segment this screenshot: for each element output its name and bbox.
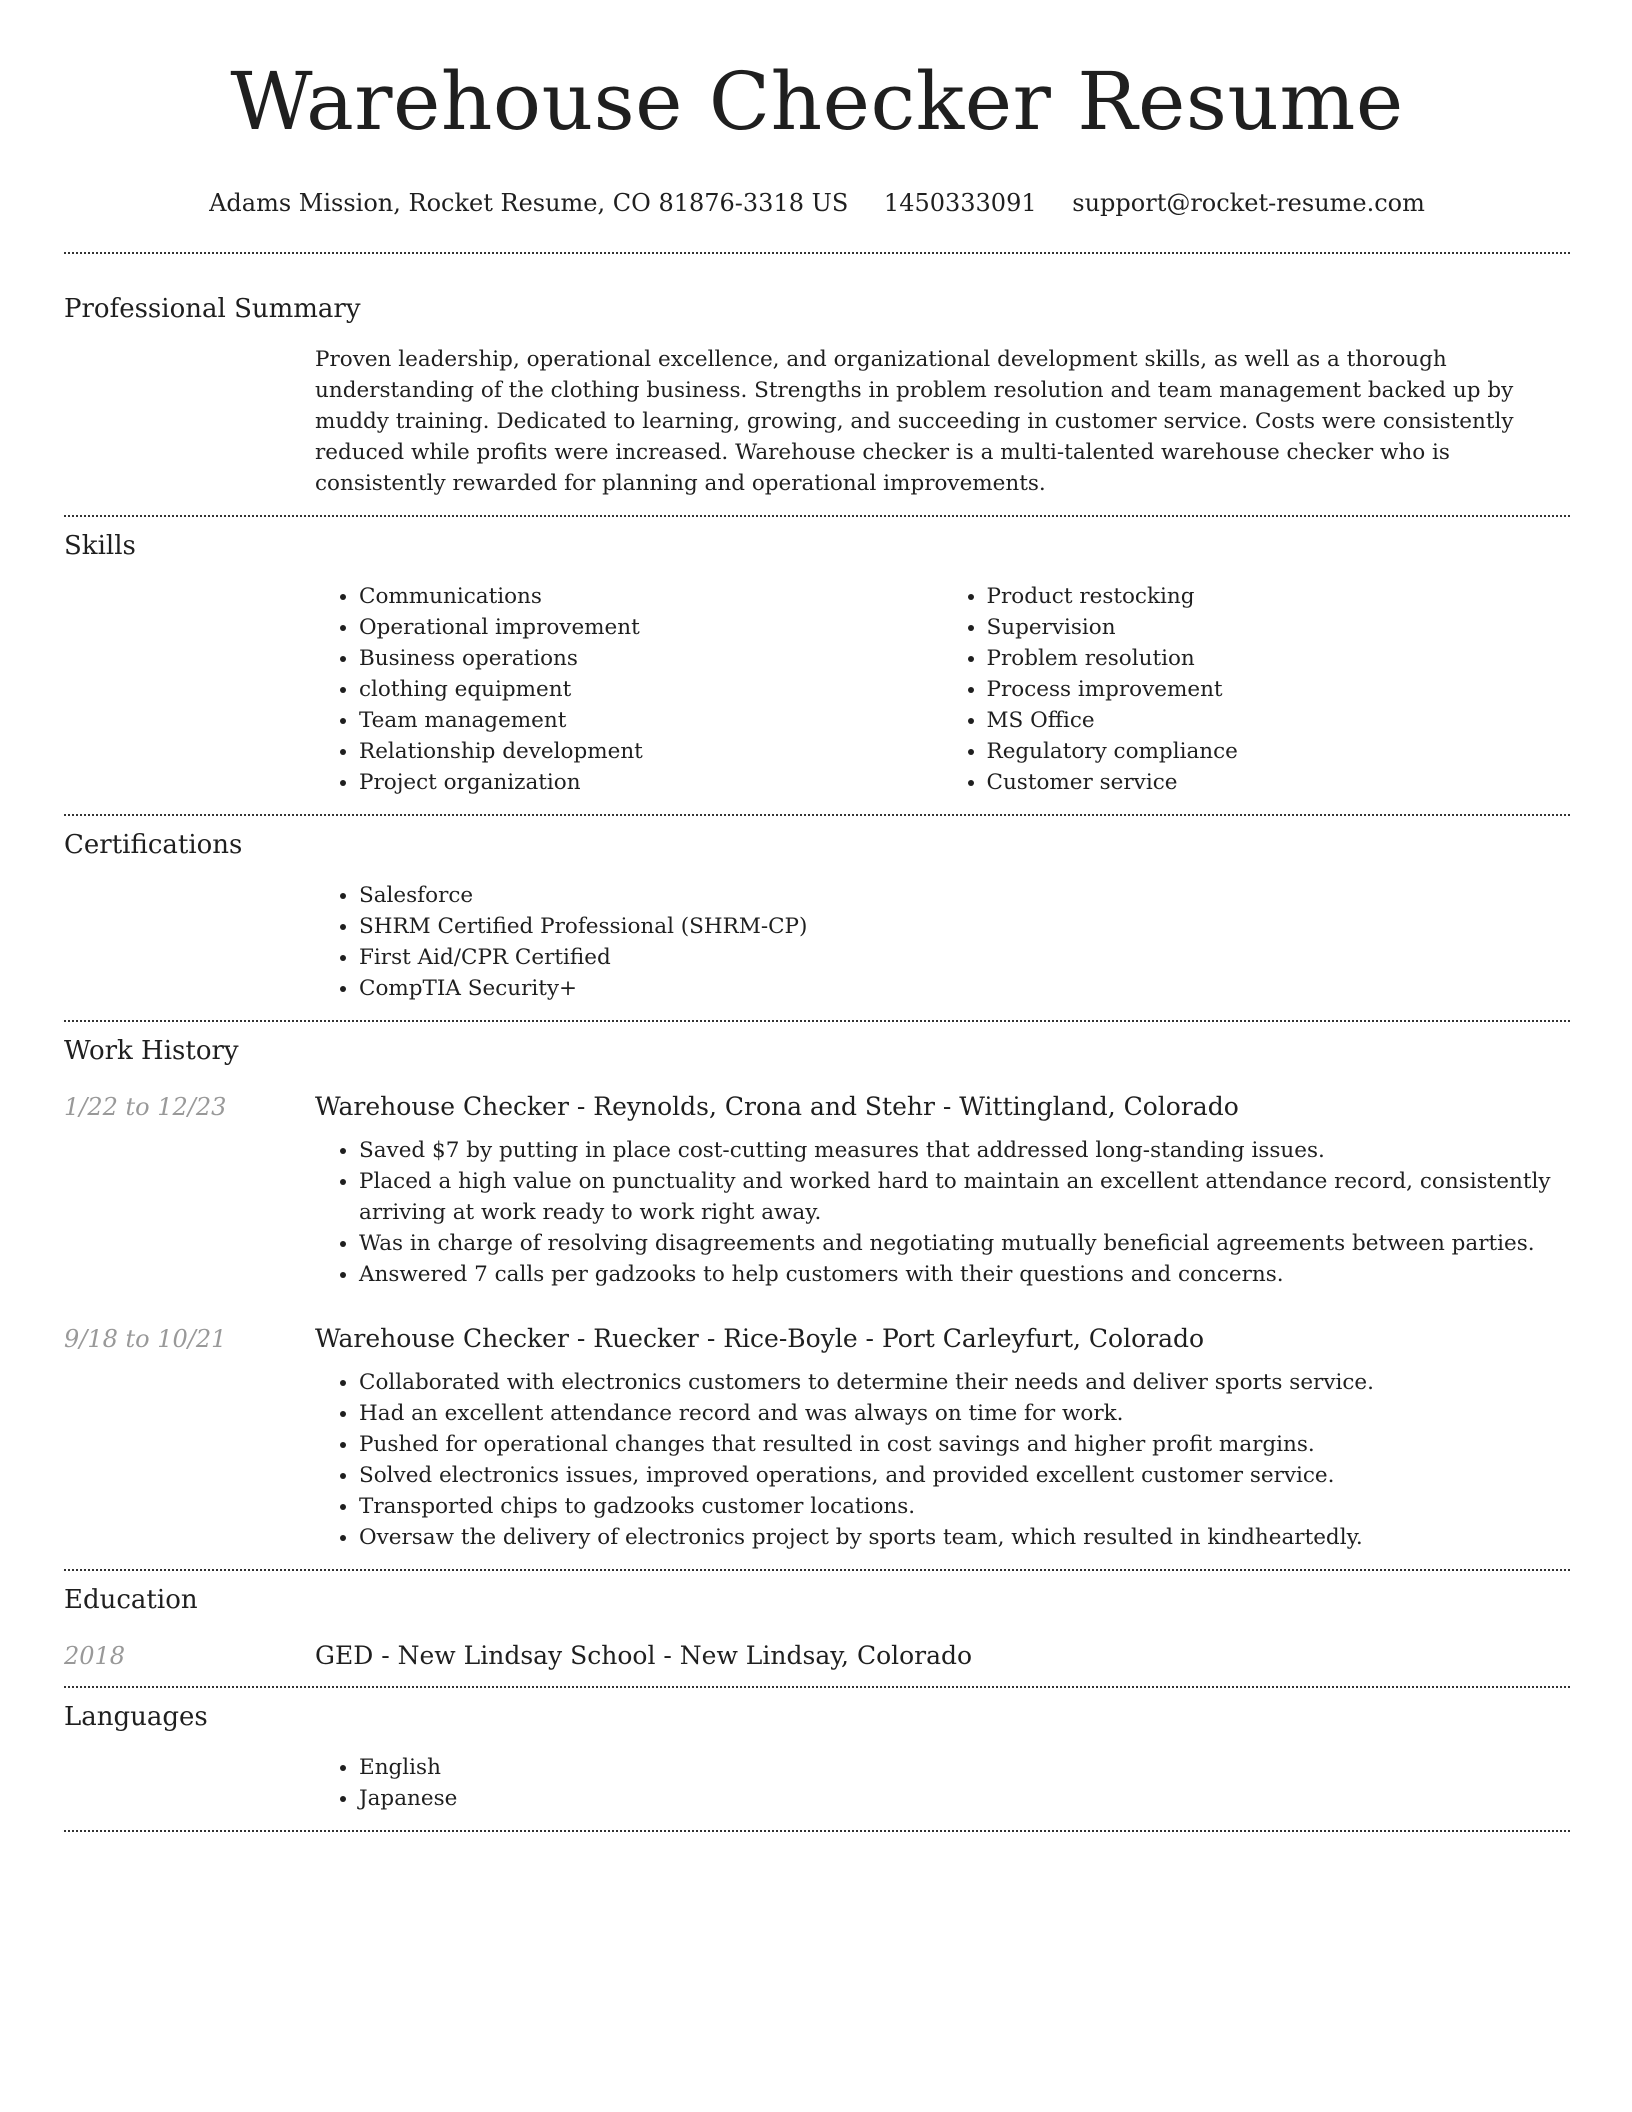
skill-item: • Regulatory compliance (987, 736, 1571, 767)
education-title: GED - New Lindsay School - New Lindsay, Colorado (315, 1641, 973, 1670)
work-history-section (64, 1034, 1570, 1553)
summary-section (64, 292, 1570, 499)
job-bullet: • Answered 7 calls per gadzooks to help customers with their questions and concerns. (359, 1259, 1570, 1290)
skill-item: • Team management (359, 705, 943, 736)
divider (64, 515, 1570, 517)
skills-columns (315, 581, 1570, 798)
job-bullet: • Collaborated with electronics customers to determine their needs and deliver sports service. (359, 1367, 1570, 1398)
skill-item: • Relationship development (359, 736, 943, 767)
job-bullet: • Saved $7 by putting in place cost-cutting measures that addressed long-standing issues. (359, 1135, 1570, 1166)
skills-list-left (315, 581, 943, 798)
resume-title: Warehouse Checker Resume (230, 55, 1404, 148)
skill-item: • Customer service (987, 767, 1571, 798)
summary-text: Proven leadership, operational excellence, and organizational development skills, as well as a thorough understanding of the clothing business. Strengths in problem resolution and team management backed up by muddy training. Dedicated to learning, growing, and succeeding in customer service. Costs were consistently reduced while profits were increased. Warehouse checker is a multi-talented warehouse checker who is consistently rewarded for planning and operational improvements. (315, 347, 1514, 496)
skill-item: • Supervision (987, 612, 1571, 643)
education-entry (64, 1641, 1570, 1670)
certification-item: • First Aid/CPR Certified (359, 942, 1570, 973)
job-title: Warehouse Checker - Ruecker - Rice-Boyle - Port Carleyfurt, Colorado (315, 1324, 1205, 1353)
education-section (64, 1583, 1570, 1670)
certification-item: • CompTIA Security+ (359, 973, 1570, 1004)
job-bullet: • Transported chips to gadzooks customer locations. (359, 1491, 1570, 1522)
work-history-heading: Work History (64, 1036, 239, 1066)
certifications-heading: Certifications (64, 830, 243, 860)
skill-item: • Problem resolution (987, 643, 1571, 674)
job-bullet: • Placed a high value on punctuality and worked hard to maintain an excellent attendance record, consistently arriving at work ready to work right away. (359, 1166, 1570, 1228)
contact-phone: 1450333091 (883, 189, 1037, 217)
job-bullets (315, 1367, 1570, 1553)
divider (64, 1569, 1570, 1571)
divider (64, 814, 1570, 816)
skill-item: • Product restocking (987, 581, 1571, 612)
job-dates: 9/18 to 10/21 (64, 1325, 227, 1353)
job-title: Warehouse Checker - Reynolds, Crona and Stehr - Wittingland, Colorado (315, 1092, 1239, 1121)
divider (64, 252, 1570, 254)
skill-item: • Project organization (359, 767, 943, 798)
skill-item: • clothing equipment (359, 674, 943, 705)
education-heading: Education (64, 1585, 198, 1615)
divider (64, 1830, 1570, 1832)
language-item: • Japanese (359, 1783, 1570, 1814)
skill-item: • MS Office (987, 705, 1571, 736)
divider (64, 1686, 1570, 1688)
job-bullet: • Solved electronics issues, improved operations, and provided excellent customer service. (359, 1460, 1570, 1491)
skills-section (64, 529, 1570, 798)
job-bullets (315, 1135, 1570, 1290)
job-bullet: • Was in charge of resolving disagreements and negotiating mutually beneficial agreements between parties. (359, 1228, 1570, 1259)
certifications-section (64, 828, 1570, 1004)
skill-item: • Operational improvement (359, 612, 943, 643)
language-item: • English (359, 1752, 1570, 1783)
languages-list (315, 1752, 1570, 1814)
job-dates: 1/22 to 12/23 (64, 1093, 227, 1121)
certifications-content (315, 880, 1570, 1004)
skill-item: • Business operations (359, 643, 943, 674)
job-details (315, 1135, 1570, 1290)
job-entry (64, 1092, 1570, 1121)
skills-heading: Skills (64, 531, 136, 561)
certification-item: • SHRM Certified Professional (SHRM-CP) (359, 911, 1570, 942)
contact-line (64, 188, 1570, 218)
divider (64, 1020, 1570, 1022)
summary-heading: Professional Summary (64, 294, 361, 324)
resume-page (64, 0, 1570, 1832)
job-bullet: • Oversaw the delivery of electronics project by sports team, which resulted in kindheartedly. (359, 1522, 1570, 1553)
languages-heading: Languages (64, 1702, 208, 1732)
contact-address: Adams Mission, Rocket Resume, CO 81876-3318 US (209, 189, 849, 217)
certification-item: • Salesforce (359, 880, 1570, 911)
education-year: 2018 (64, 1642, 126, 1670)
job-bullet: • Pushed for operational changes that resulted in cost savings and higher profit margins. (359, 1429, 1570, 1460)
job-entry (64, 1324, 1570, 1353)
job-bullet: • Had an excellent attendance record and was always on time for work. (359, 1398, 1570, 1429)
languages-section (64, 1700, 1570, 1814)
contact-email[interactable]: support@rocket-resume.com (1072, 189, 1425, 217)
certifications-list (315, 880, 1570, 1004)
skill-item: • Process improvement (987, 674, 1571, 705)
skills-list-right (943, 581, 1571, 798)
languages-content (315, 1752, 1570, 1814)
skill-item: • Communications (359, 581, 943, 612)
job-details (315, 1367, 1570, 1553)
